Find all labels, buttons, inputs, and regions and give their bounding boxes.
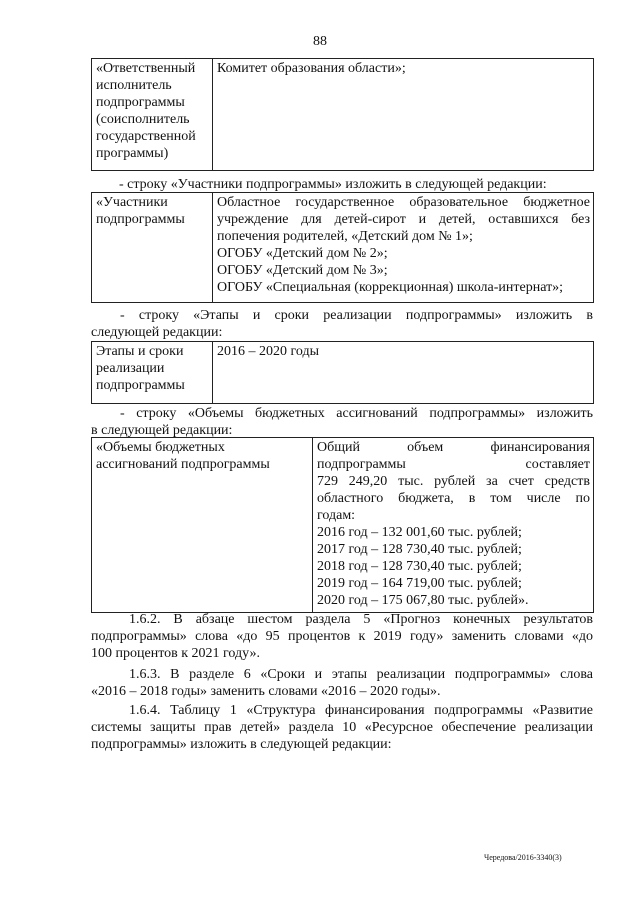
text-line: системы защиты прав детей» раздела 10 «Ресурсное обеспечение реализации	[91, 720, 593, 735]
text-line: 729 249,20 тыс. рублей за счет средств	[317, 474, 590, 489]
text-line: программы)	[96, 146, 169, 161]
text-line: подпрограммы	[96, 378, 185, 393]
text-line: подпрограммы	[96, 95, 185, 110]
table-cell-label	[92, 59, 213, 171]
text-line: - строку «Этапы и сроки реализации подпрограммы» изложить в	[120, 308, 593, 323]
text-line: подпрограммы» слова «до 95 процентов к 2019 году» заменить словами «до	[91, 629, 593, 644]
text-line: «Объемы бюджетных	[96, 440, 225, 455]
paragraph-1-6-2	[91, 611, 593, 662]
text-line: Комитет образования области»;	[217, 61, 406, 76]
text-line: 2016 – 2020 годы	[217, 344, 320, 359]
text-line: ОГОБУ «Детский дом № 3»;	[217, 263, 388, 278]
text-line: ОГОБУ «Специальная (коррекционная) школа-интернат»;	[217, 280, 564, 295]
table-cell-label	[92, 342, 213, 404]
text-line: государственной	[96, 129, 196, 144]
text-line: подпрограммы составляет	[317, 457, 590, 472]
table-cell-label	[92, 438, 313, 613]
text-line: Общий объем финансирования	[317, 440, 590, 455]
text-line: реализации	[96, 361, 165, 376]
text-line: ОГОБУ «Детский дом № 2»;	[217, 246, 388, 261]
text-line: 2019 год – 164 719,00 тыс. рублей;	[317, 576, 522, 591]
text-line: 2020 год – 175 067,80 тыс. рублей».	[317, 593, 529, 608]
text-line: исполнитель	[96, 78, 172, 93]
text-line: «Ответственный	[96, 61, 196, 76]
footer-document-code: Чередова/2016-3340(3)	[484, 853, 562, 862]
text-line: следующей редакции:	[91, 325, 223, 340]
intro-budget	[91, 405, 593, 439]
table-cell-label	[92, 193, 213, 303]
table-participants	[91, 192, 594, 303]
text-line: учреждение для детей-сирот и детей, оставшихся без	[217, 212, 590, 227]
text-line: 2018 год – 128 730,40 тыс. рублей;	[317, 559, 522, 574]
page-number: 88	[313, 34, 327, 49]
text-line: 1.6.2. В абзаце шестом раздела 5 «Прогноз конечных результатов	[129, 612, 593, 627]
text-line: попечения родителей, «Детский дом № 1»;	[217, 229, 473, 244]
text-line: - строку «Объемы бюджетных ассигнований подпрограммы» изложить	[120, 406, 593, 421]
text-line: (соисполнитель	[96, 112, 190, 127]
text-line: годам:	[317, 508, 356, 523]
intro-stages	[91, 307, 593, 341]
table-cell-value	[213, 342, 594, 404]
table-budget	[91, 437, 594, 613]
text-line: «Участники	[96, 195, 168, 210]
text-line: областного бюджета, в том числе по	[317, 491, 590, 506]
text-line: 2017 год – 128 730,40 тыс. рублей;	[317, 542, 522, 557]
text-line: 100 процентов к 2021 году».	[91, 646, 260, 661]
table-cell-value	[213, 193, 594, 303]
table-cell-value	[213, 59, 594, 171]
text-line: в следующей редакции:	[91, 423, 233, 438]
table-stages	[91, 341, 594, 404]
table-responsible-executor	[91, 58, 594, 171]
text-line: 1.6.4. Таблицу 1 «Структура финансирования подпрограммы «Развитие	[129, 703, 593, 718]
text-line: 2016 год – 132 001,60 тыс. рублей;	[317, 525, 522, 540]
text-line: Этапы и сроки	[96, 344, 184, 359]
paragraph-1-6-3	[91, 666, 593, 700]
text-line: «2016 – 2018 годы» заменить словами «2016 – 2020 годы».	[91, 684, 441, 699]
intro-participants	[119, 176, 593, 193]
text-line: Областное государственное образовательное бюджетное	[217, 195, 590, 210]
table-cell-value	[313, 438, 594, 613]
text-line: подпрограммы» изложить в следующей редакции:	[91, 737, 392, 752]
text-line: 1.6.3. В разделе 6 «Сроки и этапы реализации подпрограммы» слова	[129, 667, 593, 682]
text-line: ассигнований подпрограммы	[96, 457, 270, 472]
paragraph-1-6-4	[91, 702, 593, 753]
text-line: подпрограммы	[96, 212, 185, 227]
text-line: - строку «Участники подпрограммы» изложить в следующей редакции:	[119, 177, 547, 192]
